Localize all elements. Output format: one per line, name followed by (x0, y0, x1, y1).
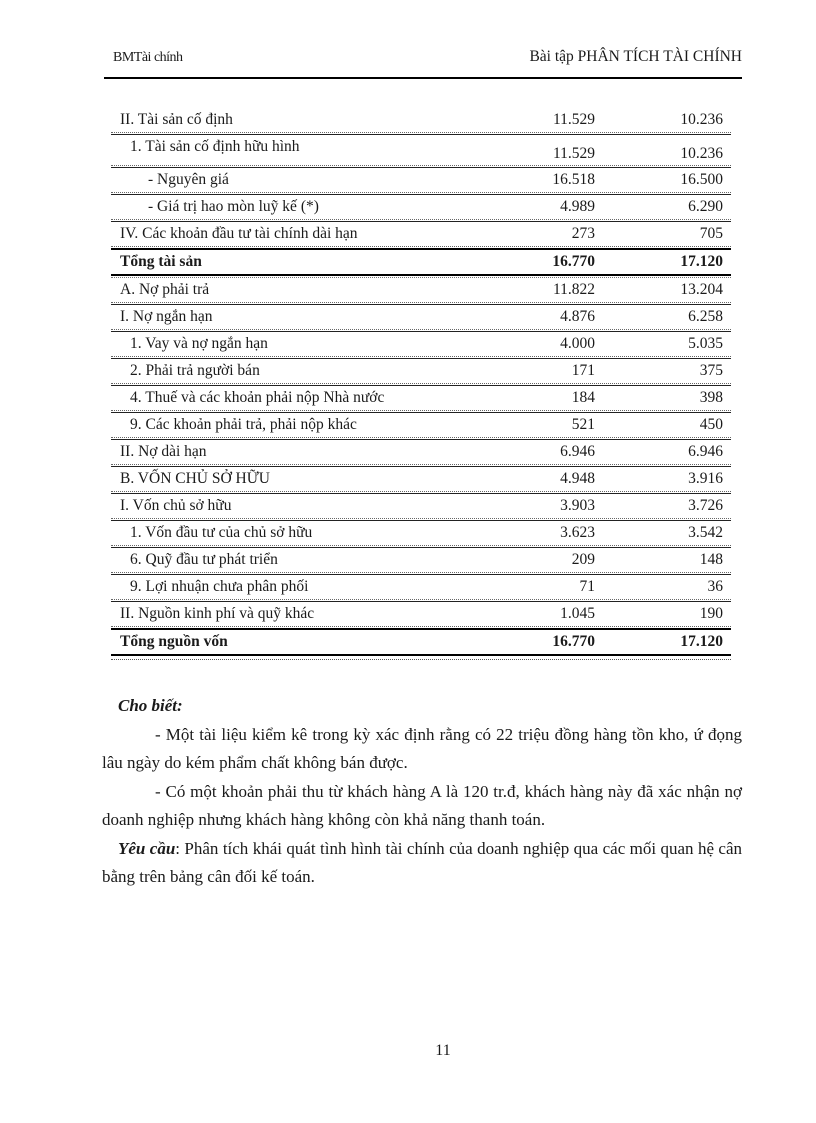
table-row (111, 521, 731, 545)
row-value-col1: 4.000 (560, 335, 595, 352)
row-value-col1: 171 (571, 362, 595, 379)
row-value-col2: 17.120 (680, 633, 723, 650)
table-row (111, 278, 731, 302)
row-value-col1: 4.989 (560, 198, 595, 215)
page-number: 11 (435, 1042, 451, 1059)
table-row (111, 168, 731, 192)
notes-heading: Cho biết: (118, 696, 183, 715)
notes-section (102, 692, 742, 892)
row-label: - Giá trị hao mòn luỹ kế (*) (148, 198, 319, 215)
table-row (111, 494, 731, 518)
table-row (111, 332, 731, 356)
row-value-col1: 16.770 (552, 253, 595, 270)
row-value-col2: 36 (707, 578, 723, 595)
row-label: 1. Tài sản cố định hữu hình (130, 138, 300, 155)
row-label: B. VỐN CHỦ SỞ HỮU (120, 470, 270, 487)
table-row (111, 195, 731, 219)
page-header (113, 48, 742, 66)
row-label: - Nguyên giá (148, 171, 229, 188)
row-value-col2: 6.946 (688, 443, 723, 460)
row-label: II. Tài sản cố định (120, 111, 233, 128)
row-value-col1: 184 (571, 389, 595, 406)
row-label: Tổng tài sản (120, 253, 202, 270)
row-label: I. Nợ ngắn hạn (120, 308, 213, 325)
table-row (111, 602, 731, 626)
row-label: A. Nợ phải trả (120, 281, 210, 298)
row-value-col2: 450 (699, 416, 723, 433)
table-row (111, 467, 731, 491)
row-label: 6. Quỹ đầu tư phát triển (130, 551, 278, 568)
row-value-col2: 190 (699, 605, 723, 622)
table-row (111, 108, 731, 132)
row-label: II. Nguồn kinh phí và quỹ khác (120, 605, 315, 622)
row-label: I. Vốn chủ sở hữu (120, 497, 232, 514)
row-value-col1: 3.623 (560, 524, 595, 541)
row-value-col1: 209 (571, 551, 595, 568)
table-row (111, 305, 731, 329)
row-value-col1: 521 (571, 416, 595, 433)
row-label: 2. Phải trả người bán (130, 362, 260, 379)
row-value-col1: 71 (579, 578, 595, 595)
row-label: IV. Các khoản đầu tư tài chính dài hạn (120, 225, 358, 242)
row-label: Tổng nguồn vốn (120, 633, 228, 650)
row-value-col2: 705 (699, 225, 723, 242)
row-value-col1: 1.045 (560, 605, 595, 622)
table-row (111, 222, 731, 246)
note-item-2: - Có một khoản phải thu từ khách hàng A là 120 tr.đ, khách hàng này đã xác nhận nợ doanh nghiệp nhưng khách hàng không còn khả năng thanh toán. (102, 781, 742, 829)
row-label: 1. Vay và nợ ngắn hạn (130, 335, 268, 352)
table-row (111, 250, 731, 274)
row-label: II. Nợ dài hạn (120, 443, 207, 460)
table-row (111, 413, 731, 437)
row-value-col1: 4.876 (560, 308, 595, 325)
row-value-col1: 16.518 (552, 171, 595, 188)
row-value-col2: 148 (699, 551, 723, 568)
row-value-col2: 5.035 (688, 335, 723, 352)
table-row (111, 630, 731, 654)
table-row (111, 575, 731, 599)
row-value-col2: 10.236 (680, 111, 723, 128)
row-value-col1: 11.529 (552, 145, 595, 162)
table-row (111, 135, 731, 165)
row-value-col2: 3.542 (688, 524, 723, 541)
header-rule (104, 77, 742, 79)
row-label: 9. Lợi nhuận chưa phân phối (130, 578, 309, 595)
table-row (111, 440, 731, 464)
row-label: 1. Vốn đầu tư của chủ sở hữu (130, 524, 313, 541)
row-value-col1: 4.948 (560, 470, 595, 487)
row-label: 9. Các khoản phải trả, phải nộp khác (130, 416, 357, 433)
requirement-text: : Phân tích khái quát tình hình tài chính của doanh nghiệp qua các mối quan hệ cân bằng trên bảng cân đối kế toán. (102, 838, 742, 886)
requirement-label: Yêu cầu (118, 838, 176, 858)
row-value-col2: 13.204 (680, 281, 723, 298)
balance-sheet-table (111, 108, 731, 660)
row-value-col2: 16.500 (680, 171, 723, 188)
row-value-col1: 16.770 (552, 633, 595, 650)
header-right-text: Bài tập PHÂN TÍCH TÀI CHÍNH (529, 48, 742, 65)
row-value-col1: 11.822 (552, 281, 595, 298)
header-left-text: BMTài chính (113, 50, 183, 65)
table-row (111, 386, 731, 410)
row-value-col1: 6.946 (560, 443, 595, 460)
row-separator (111, 654, 731, 660)
row-value-col2: 6.290 (688, 198, 723, 215)
row-value-col2: 3.726 (688, 497, 723, 514)
note-item-1: - Một tài liệu kiểm kê trong kỳ xác định rằng có 22 triệu đồng hàng tồn kho, ứ đọng lâu ngày do kém phẩm chất không bán được. (102, 724, 742, 772)
row-value-col2: 375 (699, 362, 723, 379)
row-value-col2: 10.236 (680, 145, 723, 162)
row-value-col2: 17.120 (680, 253, 723, 270)
row-value-col1: 273 (571, 225, 595, 242)
row-label: 4. Thuế và các khoản phải nộp Nhà nước (130, 389, 385, 406)
table-row (111, 548, 731, 572)
row-value-col2: 6.258 (688, 308, 723, 325)
requirement-paragraph (102, 835, 742, 892)
table-row (111, 359, 731, 383)
row-value-col2: 3.916 (688, 470, 723, 487)
row-value-col2: 398 (699, 389, 723, 406)
row-value-col1: 3.903 (560, 497, 595, 514)
row-value-col1: 11.529 (552, 111, 595, 128)
